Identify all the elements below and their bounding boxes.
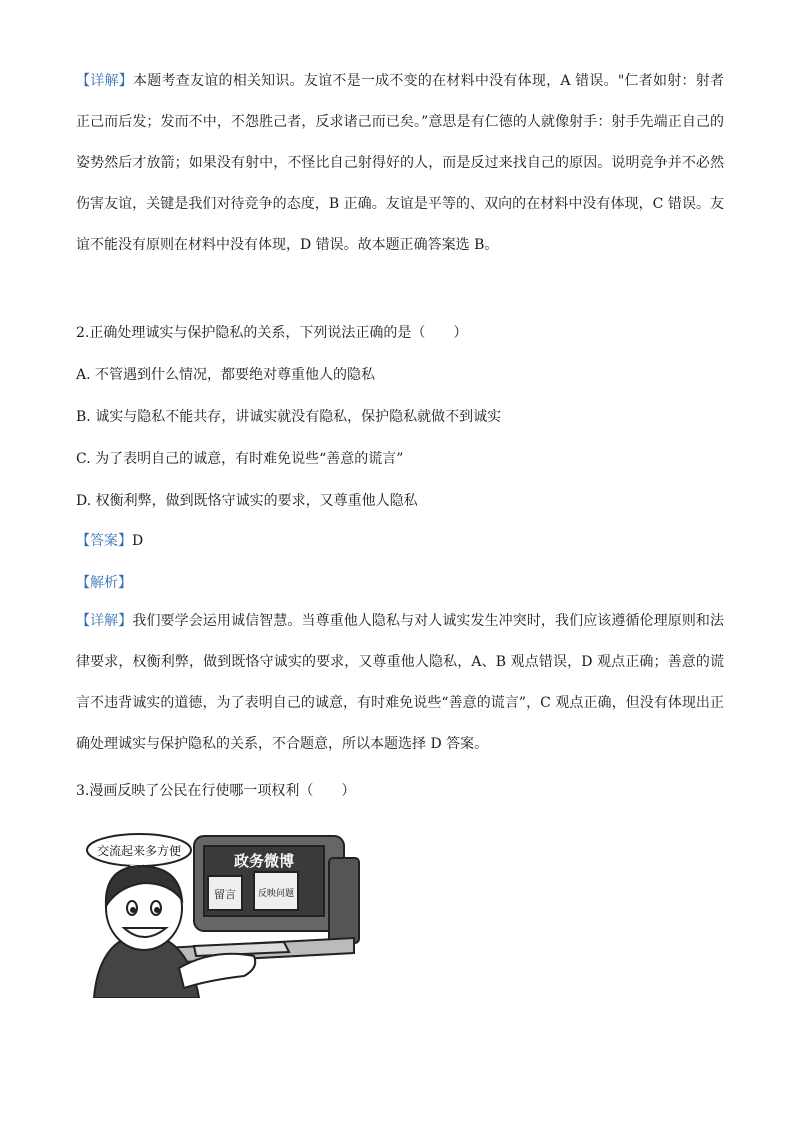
q2-answer: D — [132, 533, 144, 549]
q2-option-d: D. 权衡利弊，做到既恪守诚实的要求，又尊重他人隐私 — [76, 493, 418, 509]
q2-option-c: C. 为了表明自己的诚意，有时难免说些“善意的谎言” — [76, 451, 404, 467]
screen-button-right-label: 反映问题 — [257, 889, 295, 899]
screen-title: 政务微博 — [233, 852, 295, 870]
analysis-label: 【解析】 — [76, 575, 132, 591]
q1-detail-tag: 【详解】 — [76, 73, 133, 89]
q2-answer-tag: 【答案】 — [76, 533, 132, 549]
q3-question: 3.漫画反映了公民在行使哪一项权利（ ） — [76, 783, 356, 799]
q2-option-a: A. 不管遇到什么情况，都要绝对尊重他人的隐私 — [76, 367, 376, 383]
q2-detail-paragraph — [76, 601, 724, 765]
speech-text: 交流起来多方便 — [96, 844, 182, 858]
computer-tower — [329, 858, 359, 943]
q2-analysis-tag — [76, 572, 132, 592]
q2-detail-tag: 【详解】 — [76, 613, 133, 629]
screen-button-left-label: 留言 — [214, 888, 236, 901]
q1-detail-paragraph — [76, 61, 724, 266]
cartoon-image — [84, 828, 364, 998]
q2-question: 2.正确处理诚实与保护隐私的关系，下列说法正确的是（ ） — [76, 325, 468, 341]
q2-option-b: B. 诚实与隐私不能共存，讲诚实就没有隐私，保护隐私就做不到诚实 — [76, 409, 502, 425]
q2-detail-text: 我们要学会运用诚信智慧。当尊重他人隐私与对人诚实发生冲突时，我们应该遵循伦理原则和法律要求，权衡利弊，做到既恪守诚实的要求，又尊重他人隐私，A、B 观点错误，D 观点正确；善意的谎言不违背诚实的道德，为了表明自己的诚意，有时难免说些“善意的谎言”，C 观点正确，但没有体现出正确处理诚实与保护隐私的关系，不合题意，所以本题选择 D 答案。 — [76, 613, 725, 752]
q2-answer-line — [76, 530, 143, 550]
q1-detail-text: 本题考查友谊的相关知识。友谊不是一成不变的在材料中没有体现，A 错误。"仁者如射：射者正己而后发；发而不中，不怨胜己者，反求诸己而已矣。”意思是有仁德的人就像射手：射手先端正自己的姿势然后才放箭；如果没有射中，不怪比自己射得好的人，而是反过来找自己的原因。说明竞争并不必然伤害友谊，关键是我们对待竞争的态度，B 正确。友谊是平等的、双向的在材料中没有体现，C 错误。友谊不能没有原则在材料中没有体现，D 错误。故本题正确答案选 B。 — [76, 73, 725, 253]
